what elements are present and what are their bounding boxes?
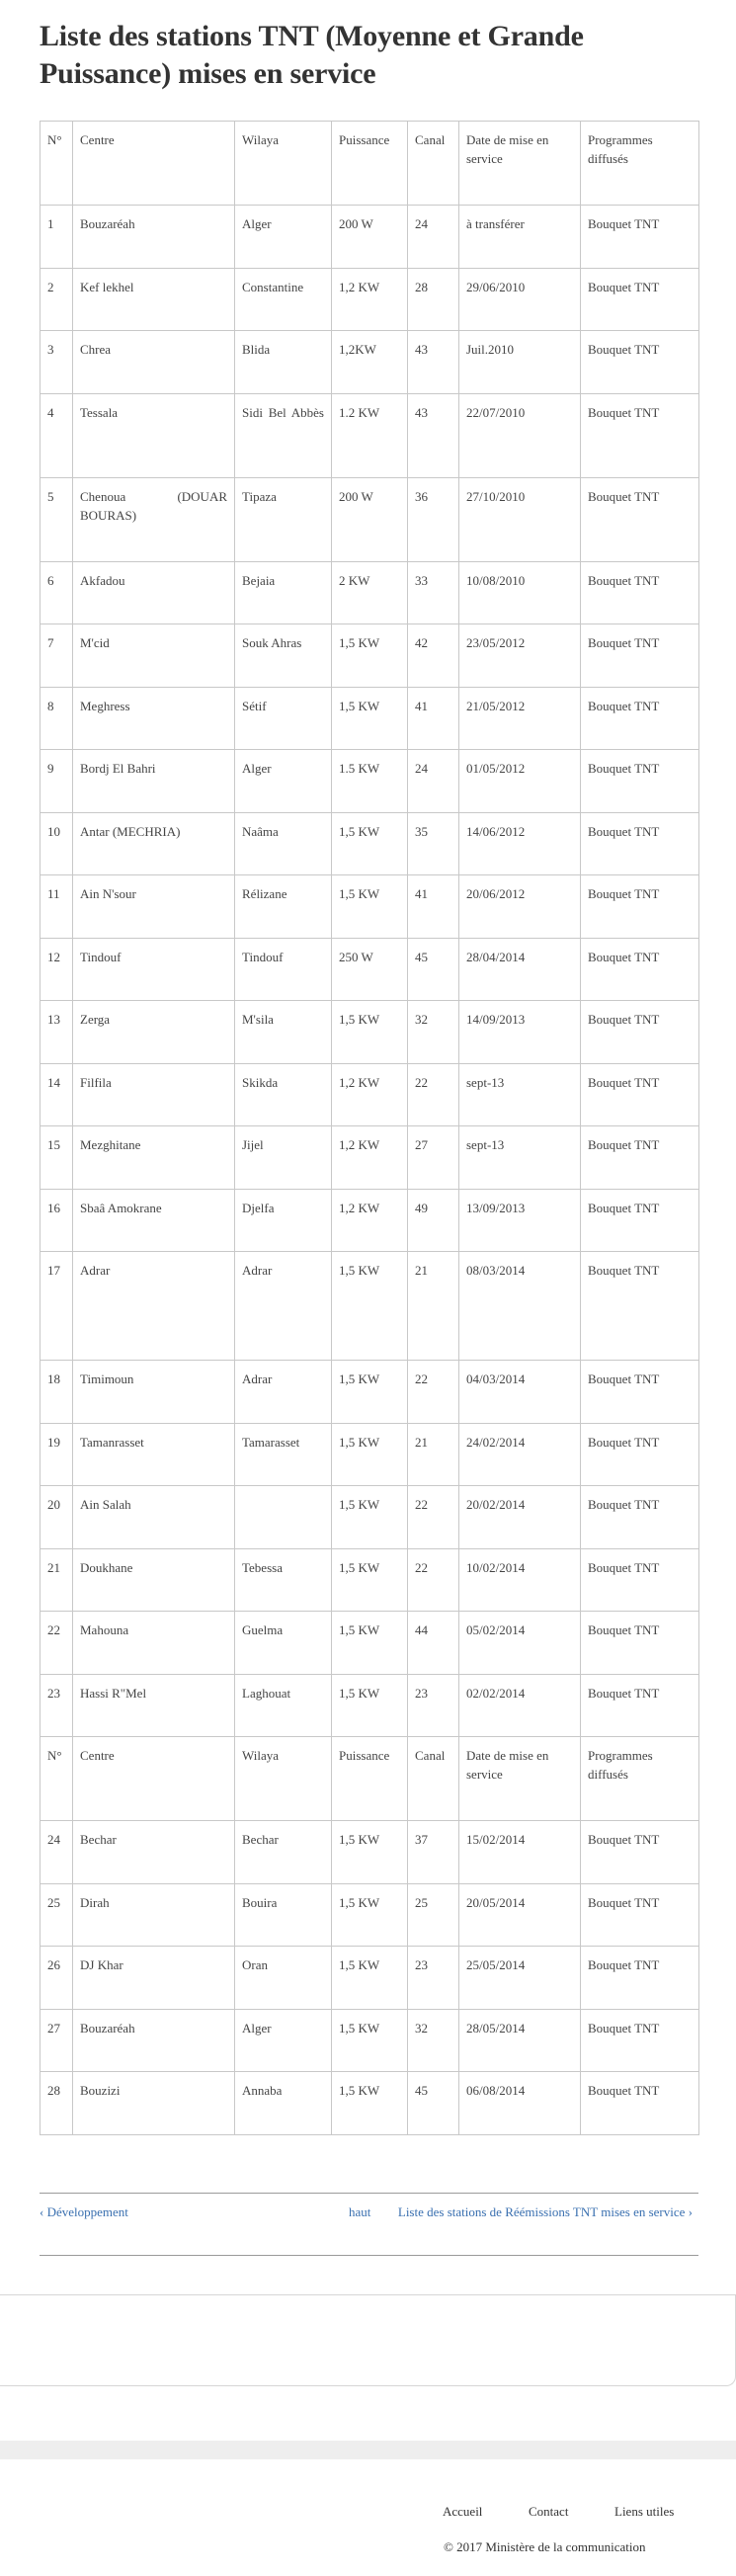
header-programmes: Programmes diffusés (581, 122, 699, 206)
cell-date: 21/05/2012 (459, 687, 581, 750)
header-date: Date de mise en service (459, 122, 581, 206)
footer-link-accueil[interactable]: Accueil (443, 2504, 483, 2519)
cell-wilaya: Tindouf (235, 938, 332, 1001)
cell-date: 28/05/2014 (459, 2009, 581, 2072)
cell-canal: 24 (408, 750, 459, 813)
cell-number: 3 (41, 331, 73, 394)
cell-programmes: Bouquet TNT (581, 2072, 699, 2135)
table-row (41, 624, 699, 688)
cell-wilaya: Tebessa (235, 1548, 332, 1612)
cell-canal: 43 (408, 331, 459, 394)
cell-wilaya: Skikda (235, 1063, 332, 1126)
copyright: © 2017 Ministère de la communication (444, 2539, 646, 2554)
stations-table (40, 121, 699, 2135)
header-puissance: Puissance (332, 122, 408, 206)
cell-programmes: Bouquet TNT (581, 1063, 699, 1126)
cell-date: 14/06/2012 (459, 812, 581, 875)
cell-canal: 21 (408, 1423, 459, 1486)
cell-date: 01/05/2012 (459, 750, 581, 813)
cell-canal: 27 (408, 1126, 459, 1190)
cell-number: 15 (41, 1126, 73, 1190)
cell-centre: Bouzaréah (73, 206, 235, 269)
cell-programmes: Bouquet TNT (581, 687, 699, 750)
cell-date: 22/07/2010 (459, 393, 581, 477)
main-content (40, 0, 698, 2256)
cell-puissance: 1,5 KW (332, 1821, 408, 1884)
footer-link-contact[interactable]: Contact (529, 2504, 569, 2519)
cell-wilaya: Naâma (235, 812, 332, 875)
cell-date: 25/05/2014 (459, 1947, 581, 2010)
cell-canal: 24 (408, 206, 459, 269)
cell-wilaya: Alger (235, 2009, 332, 2072)
table-header-row (41, 1737, 699, 1821)
cell-wilaya: Guelma (235, 1612, 332, 1675)
header-centre: Centre (73, 122, 235, 206)
cell-centre: Timimoun (73, 1361, 235, 1424)
cell-programmes: Bouquet TNT (581, 206, 699, 269)
cell-canal: 43 (408, 393, 459, 477)
cell-wilaya: M'sila (235, 1001, 332, 1064)
cell-date: 20/05/2014 (459, 1883, 581, 1947)
table-spacer (40, 2135, 698, 2193)
table-row (41, 2072, 699, 2135)
cell-canal: 33 (408, 561, 459, 624)
table-row (41, 1189, 699, 1252)
cell-centre: Filfila (73, 1063, 235, 1126)
cell-number: 2 (41, 268, 73, 331)
table-row (41, 2009, 699, 2072)
cell-centre: Adrar (73, 1252, 235, 1361)
header-canal: Canal (408, 1737, 459, 1821)
cell-puissance: 1,2 KW (332, 268, 408, 331)
cell-date: 20/02/2014 (459, 1486, 581, 1549)
table-row (41, 1063, 699, 1126)
cell-number: 16 (41, 1189, 73, 1252)
table-row (41, 1126, 699, 1190)
cell-programmes: Bouquet TNT (581, 1486, 699, 1549)
cell-number: 10 (41, 812, 73, 875)
previous-post-link[interactable]: ‹ Développement (40, 2203, 128, 2219)
cell-date: 13/09/2013 (459, 1189, 581, 1252)
table-row (41, 1821, 699, 1884)
cell-programmes: Bouquet TNT (581, 750, 699, 813)
cell-number: 27 (41, 2009, 73, 2072)
cell-wilaya: Laghouat (235, 1674, 332, 1737)
cell-puissance: 1,5 KW (332, 1001, 408, 1064)
cell-date: 23/05/2012 (459, 624, 581, 688)
cell-programmes: Bouquet TNT (581, 1674, 699, 1737)
cell-number: 7 (41, 624, 73, 688)
cell-puissance: 1,5 KW (332, 1947, 408, 2010)
cell-programmes: Bouquet TNT (581, 477, 699, 561)
cell-canal: 28 (408, 268, 459, 331)
cell-programmes: Bouquet TNT (581, 1361, 699, 1424)
cell-wilaya: Constantine (235, 268, 332, 331)
cell-programmes: Bouquet TNT (581, 1252, 699, 1361)
cell-wilaya: Rélizane (235, 875, 332, 939)
table-row (41, 812, 699, 875)
cell-date: 24/02/2014 (459, 1423, 581, 1486)
cell-date: 10/08/2010 (459, 561, 581, 624)
cell-puissance: 1.5 KW (332, 750, 408, 813)
cell-canal: 22 (408, 1486, 459, 1549)
cell-number: 1 (41, 206, 73, 269)
cell-wilaya: Tamarasset (235, 1423, 332, 1486)
table-row (41, 938, 699, 1001)
cell-puissance: 1,5 KW (332, 1883, 408, 1947)
cell-puissance: 1,2 KW (332, 1126, 408, 1190)
cell-number: 26 (41, 1947, 73, 2010)
cell-number: 13 (41, 1001, 73, 1064)
cell-puissance: 250 W (332, 938, 408, 1001)
cell-number: 28 (41, 2072, 73, 2135)
table-row (41, 1252, 699, 1361)
cell-programmes: Bouquet TNT (581, 624, 699, 688)
table-row (41, 1486, 699, 1549)
cell-puissance: 1,2 KW (332, 1063, 408, 1126)
cell-puissance: 1,5 KW (332, 1486, 408, 1549)
cell-centre: Bordj El Bahri (73, 750, 235, 813)
cell-programmes: Bouquet TNT (581, 2009, 699, 2072)
cell-programmes: Bouquet TNT (581, 268, 699, 331)
cell-centre: Ain N'sour (73, 875, 235, 939)
cell-centre: Dirah (73, 1883, 235, 1947)
header-number: N° (41, 122, 73, 206)
cell-puissance: 1,5 KW (332, 687, 408, 750)
cell-centre: Tamanrasset (73, 1423, 235, 1486)
cell-programmes: Bouquet TNT (581, 331, 699, 394)
cell-puissance: 2 KW (332, 561, 408, 624)
cell-puissance: 1,5 KW (332, 1252, 408, 1361)
back-to-top-link[interactable]: haut (349, 2203, 371, 2219)
cell-date: sept-13 (459, 1063, 581, 1126)
cell-puissance: 1,2KW (332, 331, 408, 394)
cell-number: 19 (41, 1423, 73, 1486)
cell-wilaya: Jijel (235, 1126, 332, 1190)
cell-puissance: 1,2 KW (332, 1189, 408, 1252)
cell-wilaya (235, 1486, 332, 1549)
cell-centre: Hassi R"Mel (73, 1674, 235, 1737)
cell-centre: M'cid (73, 624, 235, 688)
cell-centre: Bouzizi (73, 2072, 235, 2135)
cell-number: 12 (41, 938, 73, 1001)
header-number: N° (41, 1737, 73, 1821)
cell-number: 22 (41, 1612, 73, 1675)
header-date: Date de mise en service (459, 1737, 581, 1821)
cell-number: 24 (41, 1821, 73, 1884)
cell-programmes: Bouquet TNT (581, 1423, 699, 1486)
cell-programmes: Bouquet TNT (581, 393, 699, 477)
cell-centre: DJ Khar (73, 1947, 235, 2010)
table-row (41, 393, 699, 477)
cell-programmes: Bouquet TNT (581, 1189, 699, 1252)
table-row (41, 1674, 699, 1737)
table-row (41, 1883, 699, 1947)
cell-wilaya: Annaba (235, 2072, 332, 2135)
cell-canal: 42 (408, 624, 459, 688)
cell-date: 10/02/2014 (459, 1548, 581, 1612)
table-row (41, 206, 699, 269)
cell-wilaya: Tipaza (235, 477, 332, 561)
cell-wilaya: Adrar (235, 1252, 332, 1361)
cell-canal: 23 (408, 1947, 459, 2010)
cell-date: à transférer (459, 206, 581, 269)
cell-centre: Mahouna (73, 1612, 235, 1675)
cell-number: 14 (41, 1063, 73, 1126)
table-row (41, 687, 699, 750)
cell-centre: Chenoua (DOUAR BOURAS) (73, 477, 235, 561)
cell-programmes: Bouquet TNT (581, 1548, 699, 1612)
cell-programmes: Bouquet TNT (581, 1126, 699, 1190)
cell-centre: Chrea (73, 331, 235, 394)
table-row (41, 1947, 699, 2010)
cell-puissance: 1.2 KW (332, 393, 408, 477)
cell-canal: 41 (408, 687, 459, 750)
cell-wilaya: Alger (235, 206, 332, 269)
cell-number: 23 (41, 1674, 73, 1737)
cell-date: 05/02/2014 (459, 1612, 581, 1675)
cell-number: 21 (41, 1548, 73, 1612)
cell-number: 17 (41, 1252, 73, 1361)
cell-canal: 32 (408, 2009, 459, 2072)
cell-centre: Ain Salah (73, 1486, 235, 1549)
cell-puissance: 1,5 KW (332, 812, 408, 875)
cell-centre: Doukhane (73, 1548, 235, 1612)
header-programmes: Programmes diffusés (581, 1737, 699, 1821)
table-row (41, 561, 699, 624)
cell-wilaya: Bejaia (235, 561, 332, 624)
cell-wilaya: Alger (235, 750, 332, 813)
cell-centre: Akfadou (73, 561, 235, 624)
cell-canal: 41 (408, 875, 459, 939)
cell-puissance: 200 W (332, 477, 408, 561)
cell-programmes: Bouquet TNT (581, 812, 699, 875)
cell-date: 02/02/2014 (459, 1674, 581, 1737)
cell-programmes: Bouquet TNT (581, 1883, 699, 1947)
table-header-row (41, 122, 699, 206)
cell-canal: 22 (408, 1361, 459, 1424)
cell-wilaya: Djelfa (235, 1189, 332, 1252)
cell-wilaya: Bouira (235, 1883, 332, 1947)
header-wilaya: Wilaya (235, 1737, 332, 1821)
cell-puissance: 1,5 KW (332, 1423, 408, 1486)
header-puissance: Puissance (332, 1737, 408, 1821)
cell-centre: Tindouf (73, 938, 235, 1001)
cell-programmes: Bouquet TNT (581, 1001, 699, 1064)
content-panel-end (0, 2294, 736, 2386)
cell-date: 06/08/2014 (459, 2072, 581, 2135)
cell-puissance: 1,5 KW (332, 1612, 408, 1675)
cell-programmes: Bouquet TNT (581, 1821, 699, 1884)
cell-puissance: 1,5 KW (332, 624, 408, 688)
cell-canal: 44 (408, 1612, 459, 1675)
footer-link-liens-utiles[interactable]: Liens utiles (614, 2504, 675, 2519)
table-row (41, 1361, 699, 1424)
table-row (41, 1548, 699, 1612)
cell-canal: 22 (408, 1548, 459, 1612)
table-row (41, 1423, 699, 1486)
table-row (41, 477, 699, 561)
cell-number: 20 (41, 1486, 73, 1549)
cell-canal: 25 (408, 1883, 459, 1947)
cell-centre: Tessala (73, 393, 235, 477)
cell-number: 5 (41, 477, 73, 561)
cell-programmes: Bouquet TNT (581, 1612, 699, 1675)
cell-centre: Kef lekhel (73, 268, 235, 331)
cell-centre: Meghress (73, 687, 235, 750)
cell-centre: Bouzaréah (73, 2009, 235, 2072)
cell-programmes: Bouquet TNT (581, 1947, 699, 2010)
cell-programmes: Bouquet TNT (581, 561, 699, 624)
cell-canal: 35 (408, 812, 459, 875)
cell-number: 9 (41, 750, 73, 813)
footer-divider (0, 2441, 736, 2459)
page-title: Liste des stations TNT (Moyenne et Grande Puissance) mises en service (40, 20, 584, 90)
cell-wilaya: Bechar (235, 1821, 332, 1884)
cell-wilaya: Sidi Bel Abbès (235, 393, 332, 477)
cell-date: 29/06/2010 (459, 268, 581, 331)
header-centre: Centre (73, 1737, 235, 1821)
cell-wilaya: Sétif (235, 687, 332, 750)
cell-number: 6 (41, 561, 73, 624)
cell-puissance: 1,5 KW (332, 1674, 408, 1737)
cell-wilaya: Blida (235, 331, 332, 394)
cell-date: 14/09/2013 (459, 1001, 581, 1064)
cell-date: Juil.2010 (459, 331, 581, 394)
cell-centre: Bechar (73, 1821, 235, 1884)
header-wilaya: Wilaya (235, 122, 332, 206)
cell-date: 20/06/2012 (459, 875, 581, 939)
cell-canal: 23 (408, 1674, 459, 1737)
cell-date: 04/03/2014 (459, 1361, 581, 1424)
cell-puissance: 1,5 KW (332, 875, 408, 939)
cell-number: 4 (41, 393, 73, 477)
cell-date: 15/02/2014 (459, 1821, 581, 1884)
cell-centre: Antar (MECHRIA) (73, 812, 235, 875)
table-row (41, 1001, 699, 1064)
cell-date: 27/10/2010 (459, 477, 581, 561)
cell-programmes: Bouquet TNT (581, 938, 699, 1001)
cell-date: 28/04/2014 (459, 938, 581, 1001)
table-row (41, 268, 699, 331)
cell-puissance: 1,5 KW (332, 1361, 408, 1424)
table-row (41, 331, 699, 394)
table-row (41, 750, 699, 813)
header-canal: Canal (408, 122, 459, 206)
table-row (41, 875, 699, 939)
cell-wilaya: Adrar (235, 1361, 332, 1424)
cell-centre: Zerga (73, 1001, 235, 1064)
cell-number: 25 (41, 1883, 73, 1947)
cell-date: sept-13 (459, 1126, 581, 1190)
cell-centre: Sbaâ Amokrane (73, 1189, 235, 1252)
cell-canal: 45 (408, 2072, 459, 2135)
cell-centre: Mezghitane (73, 1126, 235, 1190)
cell-canal: 45 (408, 938, 459, 1001)
cell-puissance: 1,5 KW (332, 2072, 408, 2135)
cell-number: 18 (41, 1361, 73, 1424)
cell-wilaya: Oran (235, 1947, 332, 2010)
cell-canal: 32 (408, 1001, 459, 1064)
cell-canal: 37 (408, 1821, 459, 1884)
post-navigation (40, 2193, 698, 2256)
cell-date: 08/03/2014 (459, 1252, 581, 1361)
next-post-link[interactable]: Liste des stations de Réémissions TNT mises en service › (397, 2203, 693, 2219)
table-row (41, 1612, 699, 1675)
cell-canal: 22 (408, 1063, 459, 1126)
cell-canal: 36 (408, 477, 459, 561)
cell-puissance: 1,5 KW (332, 2009, 408, 2072)
cell-puissance: 200 W (332, 206, 408, 269)
cell-programmes: Bouquet TNT (581, 875, 699, 939)
cell-puissance: 1,5 KW (332, 1548, 408, 1612)
cell-wilaya: Souk Ahras (235, 624, 332, 688)
cell-canal: 49 (408, 1189, 459, 1252)
cell-number: 11 (41, 875, 73, 939)
cell-canal: 21 (408, 1252, 459, 1361)
cell-number: 8 (41, 687, 73, 750)
